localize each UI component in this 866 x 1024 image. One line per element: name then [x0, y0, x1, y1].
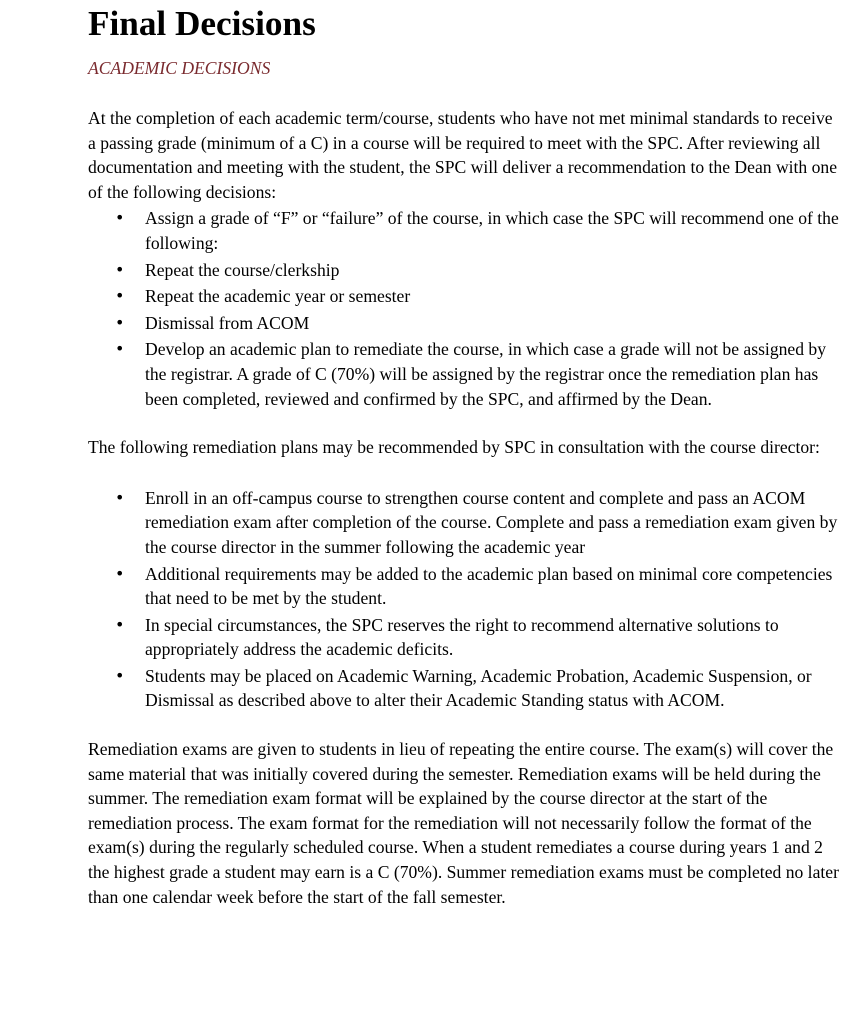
- closing-paragraph: Remediation exams are given to students in lieu of repeating the entire course. The exam(s) will cover the same material that was initially covered during the semester. Remediation exams will be held during the summer. The remediation exam format will be explained by the course director at the start of the remediation process. The exam format for the remediation will not necessarily follow the format of the exam(s) during the regularly scheduled course. When a student remediates a course during years 1 and 2 the highest grade a student may earn is a C (70%). Summer remediation exams must be completed no later than one calendar week before the start of the fall semester.: [88, 739, 839, 907]
- remediation-plans-list: [88, 486, 840, 713]
- list-item: • In special circumstances, the SPC reserves the right to recommend alternative solutions to appropriately address the academic deficits.: [145, 613, 840, 662]
- decisions-list: [88, 206, 840, 411]
- list-item: • Repeat the course/clerkship: [145, 258, 840, 283]
- list-item: • Dismissal from ACOM: [145, 311, 840, 336]
- intro-paragraph: At the completion of each academic term/course, students who have not met minimal standards to receive a passing grade (minimum of a C) in a course will be required to meet with the SPC. After reviewing all documentation and meeting with the student, the SPC will deliver a recommendation to the Dean with one of the following decisions:: [88, 108, 838, 202]
- list-item: • Develop an academic plan to remediate the course, in which case a grade will not be assigned by the registrar. A grade of C (70%) will be assigned by the registrar once the remediation plan has been completed, reviewed and confirmed by the SPC, and affirmed by the Dean.: [145, 337, 840, 411]
- document-page: [88, 4, 840, 909]
- list-item: • Assign a grade of “F” or “failure” of the course, in which case the SPC will recommend one of the following:: [145, 206, 840, 255]
- list-item: • Repeat the academic year or semester: [145, 284, 840, 309]
- remediation-intro-paragraph: The following remediation plans may be recommended by SPC in consultation with the course director:: [88, 437, 820, 458]
- list-item: • Enroll in an off-campus course to strengthen course content and complete and pass an ACOM remediation exam after completion of the course. Complete and pass a remediation exam given by the course director in the summer following the academic year: [145, 486, 840, 560]
- list-item: • Additional requirements may be added to the academic plan based on minimal core competencies that need to be met by the student.: [145, 562, 840, 611]
- section-heading: ACADEMIC DECISIONS: [88, 58, 271, 78]
- list-item: • Students may be placed on Academic Warning, Academic Probation, Academic Suspension, or Dismissal as described above to alter their Academic Standing status with ACOM.: [145, 664, 840, 713]
- page-title: Final Decisions: [88, 4, 316, 43]
